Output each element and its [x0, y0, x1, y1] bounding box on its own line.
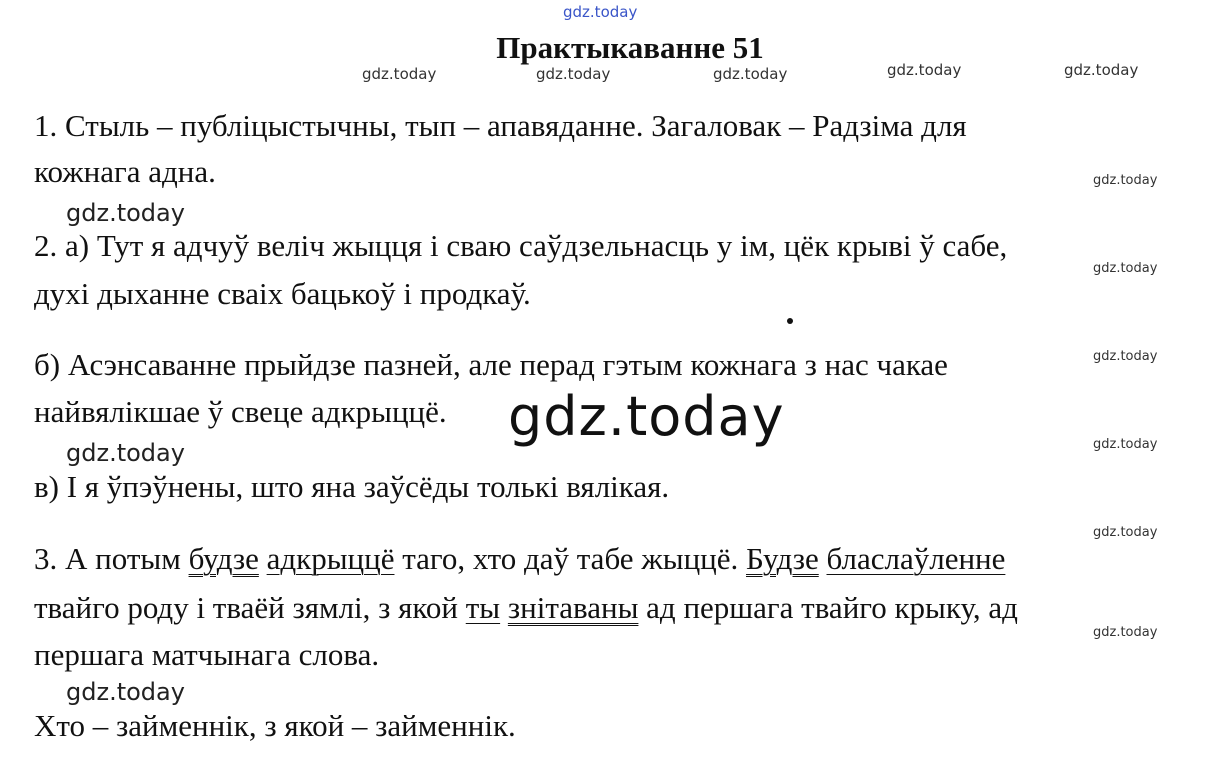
watermark: gdz.today — [66, 439, 185, 467]
watermark: gdz.today — [1093, 625, 1158, 640]
watermark: gdz.today — [1093, 349, 1158, 364]
watermark-large: gdz.today — [508, 385, 785, 448]
task2-a-line2: духі дыханне сваіх бацькоў і продкаў. — [34, 276, 531, 311]
text-segment: твайго роду і тваёй зямлі, з якой — [34, 590, 466, 625]
task3-line3: першага матчынага слова. — [34, 637, 380, 672]
watermark: gdz.today — [1064, 61, 1139, 79]
text-segment: 3. А потым — [34, 541, 189, 576]
watermark: gdz.today — [1093, 525, 1158, 540]
text-segment — [500, 590, 508, 625]
final-line: Хто – займеннік, з якой – займеннік. — [34, 708, 516, 743]
underlined-word: бласлаўленне — [826, 541, 1006, 576]
watermark: gdz.today — [536, 65, 611, 83]
underlined-word: ты — [465, 590, 501, 625]
underlined-word: будзе — [188, 541, 259, 576]
watermark: gdz.today — [1093, 437, 1158, 452]
text-segment — [259, 541, 267, 576]
task2-v-line1: в) І я ўпэўнены, што яна заўсёды толькі вялікая. — [34, 469, 670, 504]
watermark: gdz.today — [362, 65, 437, 83]
task2-b-line1: б) Асэнсаванне прыйдзе пазней, але перад гэтым кожнага з нас чакае — [34, 347, 948, 382]
watermark: gdz.today — [1093, 261, 1158, 276]
underlined-word: Будзе — [746, 541, 819, 576]
watermark: gdz.today — [66, 199, 185, 227]
watermark-top: gdz.today — [563, 3, 638, 21]
task2-b-line2: найвялікшае ў свеце адкрыццё. — [34, 394, 447, 429]
page-title: Практыкаванне 51 — [496, 30, 764, 65]
text-segment: ад першага твайго крыку, ад — [638, 590, 1018, 625]
underlined-word: знітаваны — [507, 590, 639, 625]
text-segment — [819, 541, 827, 576]
task1-line2: кожнага адна. — [34, 154, 216, 189]
task1-line1: 1. Стыль – публіцыстычны, тып – апавяданне. Загаловак – Радзіма для — [34, 108, 967, 143]
text-segment: таго, хто даў табе жыццё. — [394, 541, 747, 576]
watermark: gdz.today — [887, 61, 962, 79]
watermark: gdz.today — [713, 65, 788, 83]
watermark: gdz.today — [66, 678, 185, 706]
underlined-word: адкрыццё — [266, 541, 395, 576]
task2-a-line1: 2. а) Тут я адчуў веліч жыцця і сваю саўдзельнасць у ім, цёк крыві ў сабе, — [34, 228, 1008, 263]
task3-line2 — [34, 590, 1018, 626]
stray-dot — [787, 318, 793, 324]
task3-line1 — [34, 541, 1005, 577]
watermark: gdz.today — [1093, 173, 1158, 188]
